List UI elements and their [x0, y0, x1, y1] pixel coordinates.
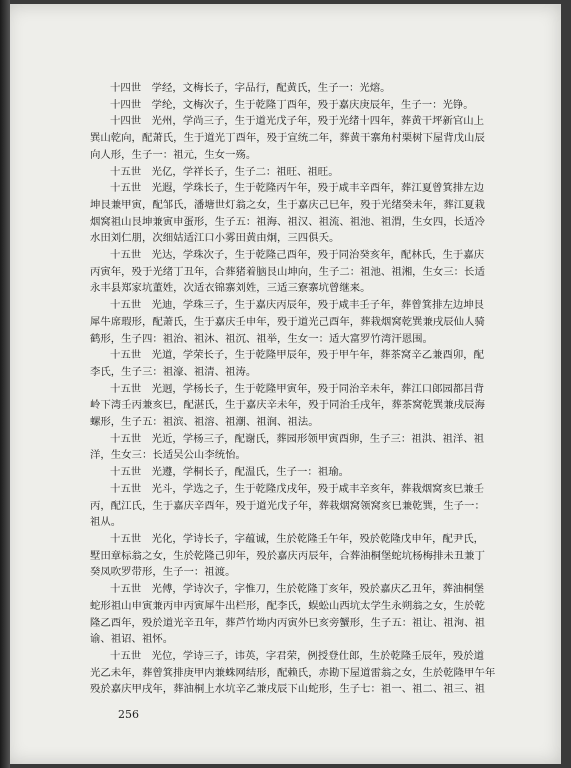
- genealogy-entry: [90, 431, 528, 464]
- entry-line: 十五世 光位，学诗三子，讳英，字君荣，例授登仕郎，生於乾隆壬辰年，殁於道: [110, 649, 485, 662]
- entry-line: 殁於嘉庆甲戌年，葬油桐上水坑辛乙兼戌辰下山蛇形，生子七：祖一、祖二、祖三、祖: [90, 683, 485, 696]
- entry-line: 永丰县郑家坑董姓，次适衣锦寨刘姓，三适三寮寨坑曾继来。: [90, 282, 371, 295]
- entry-line: 十五世 光达，学珠次子，生于乾隆己酉年，殁于同治癸亥年，配林氏，生于嘉庆: [110, 249, 485, 262]
- entry-line: 十五世 光迥，学杨长子，生于乾隆甲寅年，殁于同治辛未年，葬江口郎园都吕背: [110, 382, 485, 395]
- entry-line: 十五世 光遵，学桐长子，配温氏，生子一：祖瑜。: [110, 466, 349, 479]
- entry-line: 十四世 学经，文梅长子，字品行，配黄氏，生子一：光熔。: [110, 82, 391, 94]
- entry-line: 蛇形祖山申寅兼丙申丙寅犀牛出栏形，配李氏，蜈蚣山西坑太学生永朔翁之女，生於乾: [90, 599, 485, 612]
- entry-line: 癸凤吹罗带形，生子一：祖渡。: [90, 566, 236, 579]
- genealogy-entry: [90, 347, 528, 380]
- page-number: 256: [118, 708, 139, 721]
- genealogy-entry: [90, 80, 528, 97]
- entry-line: 螺形，生子五：祖滨、祖溶、祖潮、祖润、祖法。: [90, 416, 319, 429]
- genealogy-entry: [90, 481, 528, 531]
- entry-line: 李氏，生子三：祖濠、祖清、祖涛。: [90, 365, 257, 378]
- genealogy-entry: [90, 297, 528, 347]
- genealogy-entry: [90, 164, 528, 181]
- book-binding-edge: [0, 0, 10, 768]
- genealogy-entry: [90, 113, 528, 163]
- entry-line: 十五世 光亿，学祥长子，生子二：祖旺、祖旺。: [110, 165, 339, 178]
- genealogy-entry: [90, 581, 528, 648]
- entry-line: 坤艮兼甲寅，配邹氏，潘塘世灯翁之女，生于嘉庆己巳年，殁于光绪癸未年，葬江夏栽: [90, 198, 485, 211]
- entry-line: 十四世 学纶，文梅次子，生于乾隆丁酉年，殁于嘉庆庚辰年，生子一：光铮。: [110, 98, 474, 111]
- entry-line: 十五世 光近，学杨三子，配谢氏，葬园形领甲寅酉卵，生子三：祖洪、祖洋、祖: [110, 432, 485, 445]
- genealogy-entry: [90, 531, 528, 581]
- entry-line: 祖从。: [90, 516, 122, 529]
- entry-line: 十五世 光迪，学珠三子，生于嘉庆丙辰年，殁于咸丰壬子年，葬曾箕排左边坤艮: [110, 299, 485, 312]
- entry-line: 丙寅年，殁于光绪丁丑年，合葬猪着脑艮山坤向，生子二：祖池、祖湘，生女三：长适: [90, 265, 485, 278]
- genealogy-entry: [90, 648, 528, 698]
- entry-line: 十五世 光斗，学选之子，生于乾隆戊戌年，殁于咸丰辛亥年，葬栽烟窝亥巳兼壬: [110, 482, 485, 495]
- genealogy-entry: [90, 464, 528, 481]
- genealogy-entry: [90, 381, 528, 431]
- entry-line: 隆乙酉年，殁於道光辛丑年，葬芦竹坳内丙寅外巳亥旁蟹形，生子五：祖让、祖洵、祖: [90, 616, 485, 629]
- entry-line: 十五世 光化，学诗长子，字蕴诚，生於乾隆壬午年，殁於乾隆戊申年，配尹氏，: [110, 532, 485, 545]
- entry-line: 十五世 光道，学荣长子，生于乾隆甲辰年，殁于甲午年，葬茶窝辛乙兼酉卯，配: [110, 349, 485, 362]
- entry-line: 十四世 光州，学尚三子，生于道光戊子年，殁于光绪十四年，葬黄干坪新官山上: [110, 115, 485, 128]
- entry-line: 向人形，生子一：祖元，生女一殇。: [90, 148, 257, 161]
- entry-line: 烟窝祖山艮坤兼寅申蛋形，生子五：祖海、祖汉、祖流、祖池、祖渭，生女四，长适冷: [90, 215, 485, 228]
- entry-line: 十五世 光遐，学珠长子，生于乾隆丙午年，殁于咸丰辛酉年，葬江夏曾箕排左边: [110, 182, 485, 195]
- entry-line: 光乙未年，葬曾箕排庚甲内兼蛛网结形，配赖氏，赤勘下屋道雷翁之女，生於乾隆甲午年: [90, 666, 496, 679]
- genealogy-entry: [90, 97, 528, 114]
- entry-line: 鹤形，生子四：祖治、祖沐、祖沉、祖举，生女一：适大富罗竹湾汗恩围。: [90, 332, 433, 345]
- entry-line: 十五世 光傅，学诗次子，字惟刀，生於乾隆丁亥年，殁於嘉庆乙丑年，葬油桐堡: [110, 583, 485, 596]
- entry-line: 谕、祖诏、祖怀。: [90, 633, 174, 646]
- genealogy-entry: [90, 247, 528, 297]
- entry-line: 墅田章标翁之女，生於乾隆己卯年，殁於嘉庆丙辰年，合葬油桐堡蛇坑杨梅排未丑兼丁: [90, 549, 485, 562]
- entry-line: 巽山乾向，配萧氏，生于道光丁酉年，殁于宣统二年，葬黄干寨角村栗树下屋背戊山辰: [90, 132, 485, 145]
- genealogy-text: [90, 80, 528, 698]
- entry-line: 岭下湾壬丙兼亥巳，配湛氏，生于嘉庆辛未年，殁于同治壬戌年，葬茶窝乾巽兼戌辰海: [90, 399, 485, 412]
- book-page: [6, 4, 561, 764]
- entry-line: 丙，配江氏，生于嘉庆辛酉年，殁于道光戊子年，葬栽烟窝领窝亥巳兼乾巽，生子一：: [90, 499, 485, 512]
- entry-line: 犀牛席瑕形，配萧氏，生于嘉庆壬申年，殁于道光己酉年，葬栽烟窝乾巽兼戌辰仙人骑: [90, 315, 485, 328]
- entry-line: 水田刘仁朋，次细姑适江口小雾田黄由炯，三四俱夭。: [90, 232, 340, 245]
- entry-line: 洋，生女三：长适吴公山李统怡。: [90, 449, 246, 462]
- genealogy-entry: [90, 180, 528, 247]
